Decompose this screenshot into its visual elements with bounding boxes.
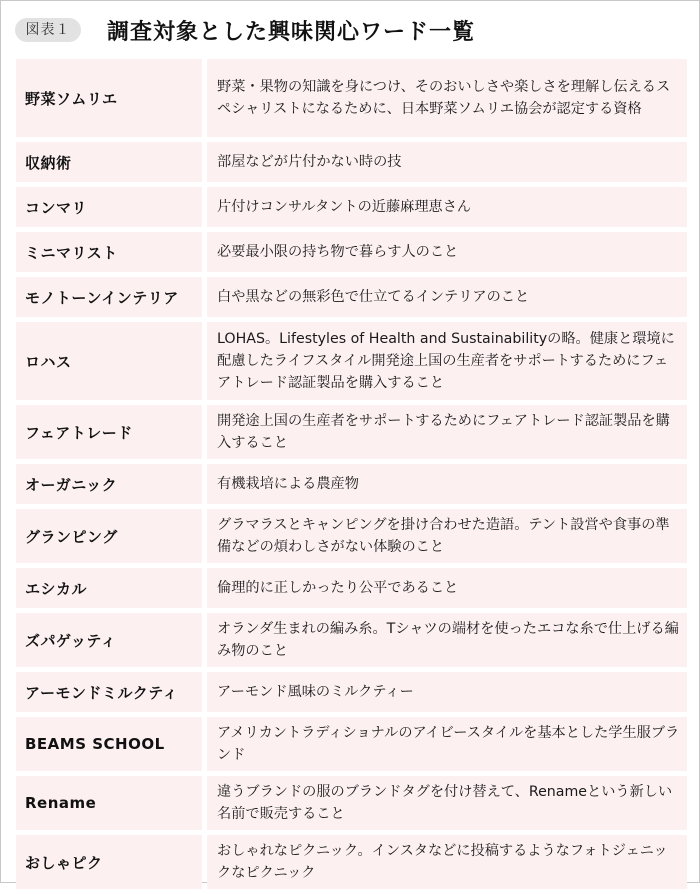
description-cell: アーモンド風味のミルクティー <box>207 672 687 712</box>
figure-header <box>15 17 475 43</box>
keyword-table <box>16 59 687 894</box>
term-cell: アーモンドミルクティ <box>16 672 202 712</box>
term-cell: モノトーンインテリア <box>16 277 202 317</box>
term-cell: フェアトレード <box>16 405 202 459</box>
description-cell: 倫理的に正しかったり公平であること <box>207 568 687 608</box>
term-cell: ズパゲッティ <box>16 613 202 667</box>
description-cell: 有機栽培による農産物 <box>207 464 687 504</box>
description-cell: 片付けコンサルタントの近藤麻理恵さん <box>207 187 687 227</box>
table-row <box>16 672 687 712</box>
table-row <box>16 277 687 317</box>
description-cell: 開発途上国の生産者をサポートするためにフェアトレード認証製品を購入すること <box>207 405 687 459</box>
table-row <box>16 717 687 771</box>
table-row <box>16 142 687 182</box>
table-row <box>16 322 687 400</box>
term-cell: Rename <box>16 776 202 830</box>
description-cell: グラマラスとキャンピングを掛け合わせた造語。テント設営や食事の準備などの煩わしさがない体験のこと <box>207 509 687 563</box>
description-cell: 違うブランドの服のブランドタグを付け替えて、Renameという新しい名前で販売すること <box>207 776 687 830</box>
table-row <box>16 464 687 504</box>
term-cell: ロハス <box>16 322 202 400</box>
description-cell: アメリカントラディショナルのアイビースタイルを基本とした学生服ブランド <box>207 717 687 771</box>
table-row <box>16 232 687 272</box>
table-row <box>16 509 687 563</box>
term-cell: エシカル <box>16 568 202 608</box>
description-cell: 野菜・果物の知識を身につけ、そのおいしさや楽しさを理解し伝えるスペシャリストになるために、日本野菜ソムリエ協会が認定する資格 <box>207 59 687 137</box>
table-row <box>16 568 687 608</box>
term-cell: ミニマリスト <box>16 232 202 272</box>
figure-badge: 図表１ <box>15 18 81 42</box>
table-row <box>16 835 687 889</box>
figure-title: 調査対象とした興味関心ワード一覧 <box>107 19 476 45</box>
description-cell: LOHAS。Lifestyles of Health and Sustainabilityの略。健康と環境に配慮したライフスタイル開発途上国の生産者をサポートするためにフェアトレード認証製品を購入すること <box>207 322 687 400</box>
term-cell: グランピング <box>16 509 202 563</box>
table-row <box>16 405 687 459</box>
term-cell: 野菜ソムリエ <box>16 59 202 137</box>
term-cell: オーガニック <box>16 464 202 504</box>
table-row <box>16 59 687 137</box>
description-cell: 白や黒などの無彩色で仕立てるインテリアのこと <box>207 277 687 317</box>
table-row <box>16 187 687 227</box>
description-cell: 部屋などが片付かない時の技 <box>207 142 687 182</box>
term-cell: コンマリ <box>16 187 202 227</box>
description-cell: おしゃれなピクニック。インスタなどに投稿するようなフォトジェニックなピクニック <box>207 835 687 889</box>
description-cell: 必要最小限の持ち物で暮らす人のこと <box>207 232 687 272</box>
table-row <box>16 613 687 667</box>
term-cell: おしゃピク <box>16 835 202 889</box>
term-cell: BEAMS SCHOOL <box>16 717 202 771</box>
term-cell: 収納術 <box>16 142 202 182</box>
description-cell: オランダ生まれの編み糸。Tシャツの端材を使ったエコな糸で仕上げる編み物のこと <box>207 613 687 667</box>
table-row <box>16 776 687 830</box>
